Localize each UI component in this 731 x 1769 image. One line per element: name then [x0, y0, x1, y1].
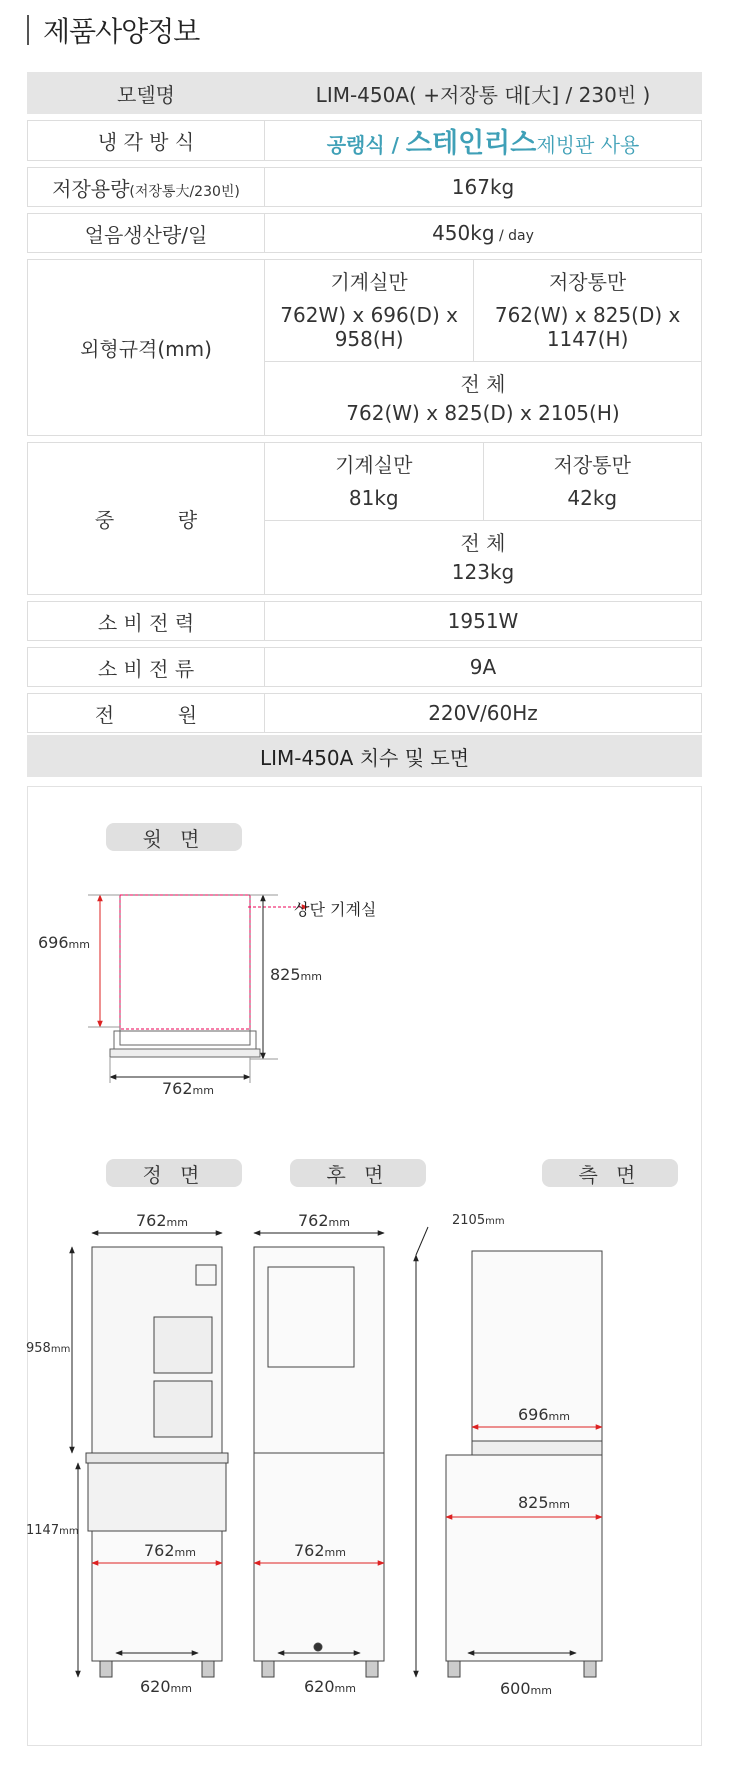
dimensions-inner — [265, 260, 701, 435]
spec-row-dimensions — [27, 259, 702, 436]
dimensions-cell — [265, 259, 702, 436]
dimensions-label: 외형규격(mm) — [27, 259, 265, 436]
dim-bin-head: 저장통만 — [548, 270, 627, 294]
top-view-title: 윗 면 — [106, 823, 242, 851]
production-unit: / day — [494, 228, 534, 244]
weight-machine-head: 기계실만 — [265, 443, 483, 478]
weight-total-value: 123kg — [451, 560, 515, 584]
dim-total-value: 762(W) x 825(D) x 2105(H) — [346, 401, 620, 425]
production-amount: 450kg — [432, 221, 495, 245]
front-height-machine: 958mm — [26, 1341, 71, 1356]
front-width-top: 762mm — [136, 1211, 188, 1230]
top-depth-total: 825mm — [270, 965, 322, 984]
front-width-mid: 762mm — [144, 1541, 196, 1560]
technical-drawing — [28, 787, 703, 1747]
weight-cell — [265, 442, 702, 595]
front-width-feet: 620mm — [140, 1677, 192, 1696]
dim-total-head: 전 체 — [265, 362, 701, 398]
cooling-value — [265, 120, 702, 161]
title-divider — [27, 15, 29, 45]
back-view-title: 후 면 — [290, 1159, 426, 1187]
supply-value: 220V/60Hz — [265, 693, 702, 733]
side-depth-machine: 696mm — [518, 1405, 570, 1424]
front-height-bin: 1147mm — [26, 1523, 79, 1538]
page-title-bar — [27, 12, 199, 48]
model-value: LIM-450A( +저장통 대[大] / 230빈 ) — [265, 72, 702, 114]
dim-machine-value: 762W) x 696(D) x 958(H) — [265, 295, 474, 362]
storage-label-sub: (저장통大/230빈) — [129, 183, 240, 200]
cooling-type: 공랭식 / — [326, 133, 406, 157]
page-title: 제품사양정보 — [43, 15, 200, 48]
production-value — [265, 213, 702, 253]
side-depth-bin: 825mm — [518, 1493, 570, 1512]
model-label: 모델명 — [27, 72, 265, 114]
back-view-drawing — [254, 1233, 384, 1677]
storage-label — [27, 167, 265, 207]
power-label: 소 비 전 력 — [27, 601, 265, 641]
spec-table — [27, 66, 702, 739]
weight-bin-value: 42kg — [567, 486, 618, 510]
spec-row-cooling — [27, 120, 702, 161]
weight-label: 중 량 — [27, 442, 265, 595]
production-label: 얼음생산량/일 — [27, 213, 265, 253]
cooling-label: 냉 각 방 식 — [27, 120, 265, 161]
spec-row-power — [27, 601, 702, 641]
drawing-box — [27, 786, 702, 1746]
spec-row-production — [27, 213, 702, 253]
side-height-total: 2105mm — [452, 1213, 505, 1228]
back-width-mid: 762mm — [294, 1541, 346, 1560]
top-depth-machine: 696mm — [38, 933, 90, 952]
weight-bin-head: 저장통만 — [553, 453, 631, 477]
weight-total-head: 전 체 — [265, 521, 701, 557]
front-view-title: 정 면 — [106, 1159, 242, 1187]
top-view-note: 상단 기계실 — [294, 900, 377, 919]
side-view-title: 측 면 — [542, 1159, 678, 1187]
side-depth-feet: 600mm — [500, 1679, 552, 1698]
spec-row-supply — [27, 693, 702, 733]
spec-row-current — [27, 647, 702, 687]
power-value: 1951W — [265, 601, 702, 641]
top-view-drawing — [88, 895, 308, 1083]
weight-inner — [265, 443, 701, 594]
side-view-drawing — [416, 1227, 602, 1677]
storage-value: 167kg — [265, 167, 702, 207]
current-label: 소 비 전 류 — [27, 647, 265, 687]
top-width: 762mm — [162, 1079, 214, 1098]
spec-row-model — [27, 72, 702, 114]
spec-row-weight — [27, 442, 702, 595]
supply-label: 전 원 — [27, 693, 265, 733]
dim-bin-value: 762(W) x 825(D) x 1147(H) — [494, 303, 681, 351]
weight-machine-value: 81kg — [265, 478, 483, 521]
back-width-feet: 620mm — [304, 1677, 356, 1696]
drawing-section-title: LIM-450A 치수 및 도면 — [27, 735, 702, 777]
cooling-plate: 제빙판 사용 — [536, 133, 640, 157]
front-view-drawing — [72, 1233, 228, 1677]
current-value: 9A — [265, 647, 702, 687]
storage-label-main: 저장용량 — [52, 176, 130, 201]
back-width-top: 762mm — [298, 1211, 350, 1230]
spec-row-storage — [27, 167, 702, 207]
dim-machine-head: 기계실만 — [265, 260, 474, 295]
cooling-material: 스테인리스 — [405, 128, 537, 159]
